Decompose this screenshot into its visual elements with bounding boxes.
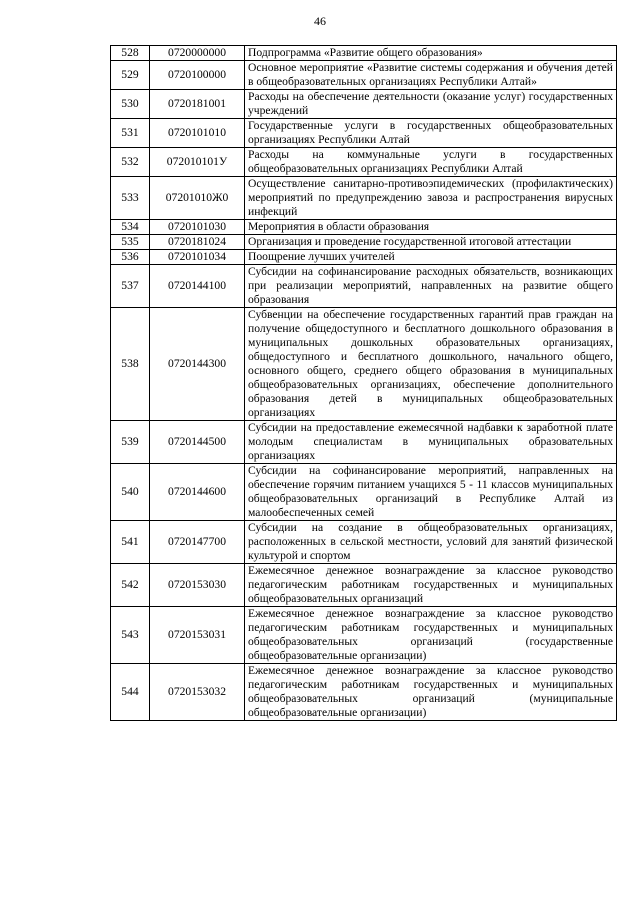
row-description: Осуществление санитарно-противоэпидемических (профилактических) мероприятий по предупреждению завоза и распространения вирусных инфекций (245, 177, 617, 220)
row-code: 0720100000 (150, 61, 245, 90)
table-row (111, 235, 617, 250)
table-row (111, 177, 617, 220)
row-number: 534 (111, 220, 150, 235)
row-description: Поощрение лучших учителей (245, 250, 617, 265)
row-description: Подпрограмма «Развитие общего образования» (245, 46, 617, 61)
table-row (111, 464, 617, 521)
row-description: Ежемесячное денежное вознаграждение за классное руководство педагогическим работникам государственных и муниципальных общеобразовательных организаций (муниципальные общеобразовательные организации) (245, 664, 617, 721)
table-row (111, 421, 617, 464)
row-code: 0720153031 (150, 607, 245, 664)
row-code: 0720000000 (150, 46, 245, 61)
table-row (111, 90, 617, 119)
row-number: 533 (111, 177, 150, 220)
row-number: 531 (111, 119, 150, 148)
row-number: 535 (111, 235, 150, 250)
row-description: Расходы на коммунальные услуги в государственных общеобразовательных организациях Республики Алтай (245, 148, 617, 177)
row-description: Субсидии на создание в общеобразовательных организациях, расположенных в сельской местности, условий для занятий физической культурой и спортом (245, 521, 617, 564)
row-number: 544 (111, 664, 150, 721)
row-code: 07201010Ж0 (150, 177, 245, 220)
row-code: 0720101030 (150, 220, 245, 235)
row-code: 0720144300 (150, 308, 245, 421)
row-code: 0720153030 (150, 564, 245, 607)
row-number: 528 (111, 46, 150, 61)
row-code: 0720144600 (150, 464, 245, 521)
row-number: 542 (111, 564, 150, 607)
row-description: Субвенции на обеспечение государственных гарантий прав граждан на получение общедоступного и бесплатного дошкольного образования в муниципальных дошкольных образовательных организациях, общедоступного и бесплатного дошкольного, начального общего, основного общего, среднего общего образования в муниципальных общеобразовательных организациях, обеспечение дополнительного образования детей в муниципальных общеобразовательных организациях (245, 308, 617, 421)
row-description: Субсидии на предоставление ежемесячной надбавки к заработной плате молодым специалистам в муниципальных образовательных организациях (245, 421, 617, 464)
row-description: Субсидии на софинансирование мероприятий, направленных на обеспечение горячим питанием учащихся 5 - 11 классов муниципальных общеобразовательных организаций в Республике Алтай из малообеспеченных семей (245, 464, 617, 521)
table-row (111, 664, 617, 721)
row-code: 072010101У (150, 148, 245, 177)
row-number: 530 (111, 90, 150, 119)
row-code: 0720181024 (150, 235, 245, 250)
table-row (111, 308, 617, 421)
table-row (111, 564, 617, 607)
row-number: 539 (111, 421, 150, 464)
row-code: 0720181001 (150, 90, 245, 119)
table-row (111, 61, 617, 90)
row-code: 0720153032 (150, 664, 245, 721)
row-description: Основное мероприятие «Развитие системы содержания и обучения детей в общеобразовательных организациях Республики Алтай» (245, 61, 617, 90)
row-code: 0720144500 (150, 421, 245, 464)
row-number: 540 (111, 464, 150, 521)
row-description: Государственные услуги в государственных общеобразовательных организациях Республики Алтай (245, 119, 617, 148)
row-code: 0720147700 (150, 521, 245, 564)
page-number: 46 (314, 14, 326, 28)
row-description: Расходы на обеспечение деятельности (оказание услуг) государственных учреждений (245, 90, 617, 119)
table-row (111, 119, 617, 148)
row-number: 543 (111, 607, 150, 664)
row-number: 541 (111, 521, 150, 564)
row-description: Ежемесячное денежное вознаграждение за классное руководство педагогическим работникам государственных и муниципальных общеобразовательных организаций (245, 564, 617, 607)
table-row (111, 46, 617, 61)
row-code: 0720101034 (150, 250, 245, 265)
budget-code-table (110, 45, 617, 721)
row-description: Организация и проведение государственной итоговой аттестации (245, 235, 617, 250)
row-number: 537 (111, 265, 150, 308)
row-description: Мероприятия в области образования (245, 220, 617, 235)
row-code: 0720144100 (150, 265, 245, 308)
table-body (111, 46, 617, 721)
row-number: 532 (111, 148, 150, 177)
row-number: 536 (111, 250, 150, 265)
table-row (111, 521, 617, 564)
row-number: 538 (111, 308, 150, 421)
table-row (111, 220, 617, 235)
row-description: Ежемесячное денежное вознаграждение за классное руководство педагогическим работникам государственных и муниципальных общеобразовательных организаций (государственные общеобразовательные организации) (245, 607, 617, 664)
table-row (111, 148, 617, 177)
row-number: 529 (111, 61, 150, 90)
row-description: Субсидии на софинансирование расходных обязательств, возникающих при реализации мероприятий, направленных на развитие общего образования (245, 265, 617, 308)
row-code: 0720101010 (150, 119, 245, 148)
table-row (111, 250, 617, 265)
table-row (111, 607, 617, 664)
table-row (111, 265, 617, 308)
